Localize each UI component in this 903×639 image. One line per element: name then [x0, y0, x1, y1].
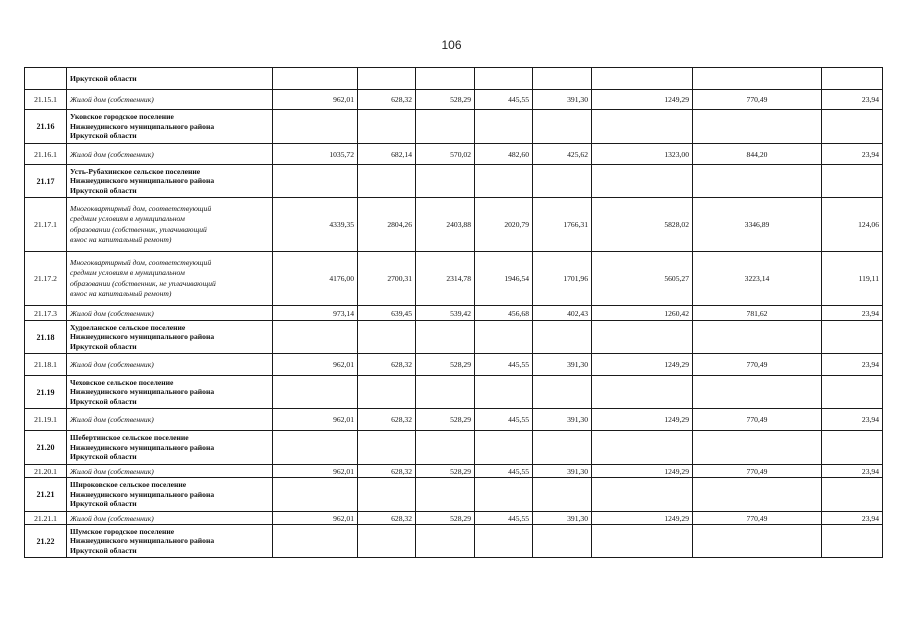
row-code: 21.18.1 [25, 354, 67, 376]
value-col7: 770,49 [693, 512, 822, 525]
value-col5 [533, 478, 592, 512]
value-col8 [822, 376, 883, 409]
value-col1: 962,01 [273, 409, 358, 431]
value-col8: 23,94 [822, 306, 883, 321]
row-code: 21.20.1 [25, 465, 67, 478]
value-col3: 2314,78 [416, 252, 475, 306]
value-col6: 1249,29 [592, 465, 693, 478]
value-col6 [592, 376, 693, 409]
value-col3 [416, 68, 475, 90]
table-row [25, 306, 883, 321]
value-col3 [416, 478, 475, 512]
name-line: средним условиям в муниципальном [70, 214, 185, 224]
value-col5 [533, 525, 592, 558]
value-col8: 124,06 [822, 198, 883, 252]
name-line: Жилой дом (собственник) [70, 149, 154, 159]
section-row [25, 68, 883, 90]
value-col2: 628,32 [358, 354, 416, 376]
name-line: Шебертинское сельское поселение [70, 433, 189, 443]
value-col4: 445,55 [475, 465, 533, 478]
value-col4 [475, 478, 533, 512]
name-line: Жилой дом (собственник) [70, 308, 154, 318]
value-col7: 770,49 [693, 409, 822, 431]
section-row [25, 431, 883, 465]
name-line: Жилой дом (собственник) [70, 513, 154, 523]
value-col7 [693, 376, 822, 409]
value-col4: 445,55 [475, 354, 533, 376]
value-col7: 781,62 [693, 306, 822, 321]
value-col1: 962,01 [273, 512, 358, 525]
value-col7: 3346,89 [693, 198, 822, 252]
value-col3 [416, 376, 475, 409]
name-line: Иркутской области [70, 452, 137, 462]
section-name [67, 431, 273, 465]
value-col7: 770,49 [693, 354, 822, 376]
value-col2 [358, 321, 416, 354]
value-col5: 391,30 [533, 512, 592, 525]
row-code: 21.17.3 [25, 306, 67, 321]
value-col4 [475, 110, 533, 144]
value-col8 [822, 165, 883, 198]
item-name [67, 409, 273, 431]
value-col1 [273, 68, 358, 90]
value-col4 [475, 321, 533, 354]
value-col5: 1766,31 [533, 198, 592, 252]
table-row [25, 144, 883, 165]
section-name [67, 68, 273, 90]
value-col1: 1035,72 [273, 144, 358, 165]
value-col1 [273, 431, 358, 465]
value-col1: 4176,00 [273, 252, 358, 306]
row-code: 21.15.1 [25, 90, 67, 110]
value-col6: 5828,02 [592, 198, 693, 252]
value-col1 [273, 525, 358, 558]
name-line: Широковское сельское поселение [70, 480, 187, 490]
section-row [25, 165, 883, 198]
value-col1: 962,01 [273, 354, 358, 376]
table-row [25, 409, 883, 431]
value-col5 [533, 110, 592, 144]
value-col5: 391,30 [533, 465, 592, 478]
table-row [25, 90, 883, 110]
name-line: Шумское городское поселение [70, 526, 175, 536]
value-col2: 628,32 [358, 90, 416, 110]
value-col2: 682,14 [358, 144, 416, 165]
table-body [25, 68, 883, 558]
name-line: Уковское городское поселение [70, 112, 174, 122]
value-col2 [358, 68, 416, 90]
row-code: 21.19.1 [25, 409, 67, 431]
value-col3 [416, 321, 475, 354]
row-code: 21.16 [25, 110, 67, 144]
item-name [67, 354, 273, 376]
name-line: Иркутской области [70, 545, 137, 555]
value-col8 [822, 525, 883, 558]
tariff-table [24, 67, 883, 558]
value-col4: 445,55 [475, 512, 533, 525]
value-col7 [693, 68, 822, 90]
name-line: образовании (собственник, уплачивающий [70, 224, 207, 234]
section-name [67, 165, 273, 198]
item-name [67, 465, 273, 478]
value-col4: 2020,79 [475, 198, 533, 252]
value-col5 [533, 321, 592, 354]
value-col7: 770,49 [693, 90, 822, 110]
value-col4 [475, 165, 533, 198]
name-line: Жилой дом (собственник) [70, 95, 154, 104]
section-row [25, 110, 883, 144]
name-line: Иркутской области [70, 341, 137, 351]
value-col3: 528,29 [416, 90, 475, 110]
value-col6: 1260,42 [592, 306, 693, 321]
name-line: Нижнеудинского муниципального района [70, 332, 215, 342]
value-col6 [592, 68, 693, 90]
value-col1 [273, 321, 358, 354]
value-col3: 570,02 [416, 144, 475, 165]
name-line: Иркутской области [70, 73, 137, 83]
section-row [25, 525, 883, 558]
name-line: Иркутской области [70, 396, 137, 406]
value-col1 [273, 376, 358, 409]
row-code: 21.18 [25, 321, 67, 354]
name-line: Нижнеудинского муниципального района [70, 489, 215, 499]
name-line: Нижнеудинского муниципального района [70, 121, 215, 131]
row-code [25, 68, 67, 90]
value-col6 [592, 321, 693, 354]
name-line: Нижнеудинского муниципального района [70, 536, 215, 546]
value-col8 [822, 110, 883, 144]
table-row [25, 465, 883, 478]
name-line: Жилой дом (собственник) [70, 466, 154, 476]
row-code: 21.16.1 [25, 144, 67, 165]
value-col5 [533, 165, 592, 198]
value-col3: 528,29 [416, 465, 475, 478]
value-col2: 628,32 [358, 409, 416, 431]
name-line: Иркутской области [70, 131, 137, 141]
row-code: 21.17 [25, 165, 67, 198]
value-col4 [475, 68, 533, 90]
value-col8 [822, 431, 883, 465]
value-col4: 1946,54 [475, 252, 533, 306]
value-col3 [416, 525, 475, 558]
row-code: 21.20 [25, 431, 67, 465]
name-line: Худоеланское сельское поселение [70, 322, 186, 332]
row-code: 21.21.1 [25, 512, 67, 525]
value-col2 [358, 525, 416, 558]
row-code: 21.21 [25, 478, 67, 512]
value-col5 [533, 68, 592, 90]
value-col7 [693, 478, 822, 512]
value-col3: 2403,88 [416, 198, 475, 252]
value-col8 [822, 321, 883, 354]
value-col6 [592, 525, 693, 558]
section-name [67, 478, 273, 512]
value-col6: 1249,29 [592, 354, 693, 376]
item-name [67, 306, 273, 321]
value-col1: 4339,35 [273, 198, 358, 252]
value-col4: 445,55 [475, 409, 533, 431]
value-col7: 844,20 [693, 144, 822, 165]
item-name [67, 144, 273, 165]
section-name [67, 525, 273, 558]
table-row [25, 198, 883, 252]
value-col8: 23,94 [822, 465, 883, 478]
value-col7 [693, 431, 822, 465]
value-col6 [592, 478, 693, 512]
value-col2: 639,45 [358, 306, 416, 321]
name-line: Жилой дом (собственник) [70, 415, 154, 424]
value-col4 [475, 525, 533, 558]
value-col5: 391,30 [533, 90, 592, 110]
table-row [25, 512, 883, 525]
value-col6: 1249,29 [592, 90, 693, 110]
name-line: Многоквартирный дом, соответствующий [70, 203, 212, 213]
value-col6 [592, 431, 693, 465]
section-name [67, 376, 273, 409]
section-row [25, 321, 883, 354]
value-col6: 1323,00 [592, 144, 693, 165]
value-col5: 391,30 [533, 409, 592, 431]
name-line: Нижнеудинского муниципального района [70, 176, 215, 186]
value-col3: 539,42 [416, 306, 475, 321]
row-code: 21.17.2 [25, 252, 67, 306]
value-col3: 528,29 [416, 512, 475, 525]
page-number: 106 [441, 38, 462, 52]
value-col4: 456,68 [475, 306, 533, 321]
value-col6: 1249,29 [592, 409, 693, 431]
name-line: Многоквартирный дом, соответствующий [70, 257, 212, 267]
value-col1 [273, 478, 358, 512]
value-col8: 23,94 [822, 90, 883, 110]
name-line: взнос на капитальный ремонт) [70, 234, 172, 244]
row-code: 21.22 [25, 525, 67, 558]
value-col2: 2804,26 [358, 198, 416, 252]
value-col5: 402,43 [533, 306, 592, 321]
name-line: Чеховское сельское поселение [70, 377, 174, 387]
item-name [67, 198, 273, 252]
item-name [67, 512, 273, 525]
value-col7 [693, 525, 822, 558]
value-col3 [416, 110, 475, 144]
row-code: 21.19 [25, 376, 67, 409]
value-col3: 528,29 [416, 354, 475, 376]
section-row [25, 478, 883, 512]
value-col8: 23,94 [822, 354, 883, 376]
value-col7 [693, 165, 822, 198]
value-col7: 770,49 [693, 465, 822, 478]
table-row [25, 354, 883, 376]
value-col7 [693, 321, 822, 354]
value-col2: 628,32 [358, 512, 416, 525]
value-col5 [533, 431, 592, 465]
section-name [67, 110, 273, 144]
value-col1: 962,01 [273, 90, 358, 110]
value-col1 [273, 110, 358, 144]
value-col2: 628,32 [358, 465, 416, 478]
value-col6 [592, 110, 693, 144]
value-col1 [273, 165, 358, 198]
row-code: 21.17.1 [25, 198, 67, 252]
value-col4 [475, 376, 533, 409]
value-col2 [358, 376, 416, 409]
value-col3 [416, 165, 475, 198]
name-line: образовании (собственник, не уплачивающий [70, 278, 216, 288]
value-col4: 445,55 [475, 90, 533, 110]
value-col2 [358, 165, 416, 198]
section-name [67, 321, 273, 354]
value-col3: 528,29 [416, 409, 475, 431]
value-col8 [822, 478, 883, 512]
value-col7: 3223,14 [693, 252, 822, 306]
value-col5 [533, 376, 592, 409]
table-row [25, 252, 883, 306]
value-col1: 973,14 [273, 306, 358, 321]
value-col6: 1249,29 [592, 512, 693, 525]
value-col2 [358, 478, 416, 512]
name-line: взнос на капитальный ремонт) [70, 288, 172, 298]
value-col3 [416, 431, 475, 465]
value-col6: 5605,27 [592, 252, 693, 306]
name-line: Жилой дом (собственник) [70, 360, 154, 369]
value-col8: 119,11 [822, 252, 883, 306]
value-col8 [822, 68, 883, 90]
value-col5: 391,30 [533, 354, 592, 376]
name-line: Нижнеудинского муниципального района [70, 442, 215, 452]
value-col2 [358, 110, 416, 144]
name-line: Усть-Рубахинское сельское поселение [70, 166, 201, 176]
item-name [67, 252, 273, 306]
name-line: Нижнеудинского муниципального района [70, 387, 215, 397]
section-row [25, 376, 883, 409]
name-line: Иркутской области [70, 499, 137, 509]
value-col7 [693, 110, 822, 144]
item-name [67, 90, 273, 110]
value-col4 [475, 431, 533, 465]
value-col2 [358, 431, 416, 465]
value-col5: 425,62 [533, 144, 592, 165]
value-col5: 1701,96 [533, 252, 592, 306]
value-col8: 23,94 [822, 144, 883, 165]
name-line: Иркутской области [70, 185, 137, 195]
value-col4: 482,60 [475, 144, 533, 165]
value-col8: 23,94 [822, 409, 883, 431]
name-line: средним условиям в муниципальном [70, 268, 185, 278]
value-col2: 2700,31 [358, 252, 416, 306]
value-col6 [592, 165, 693, 198]
value-col8: 23,94 [822, 512, 883, 525]
value-col1: 962,01 [273, 465, 358, 478]
